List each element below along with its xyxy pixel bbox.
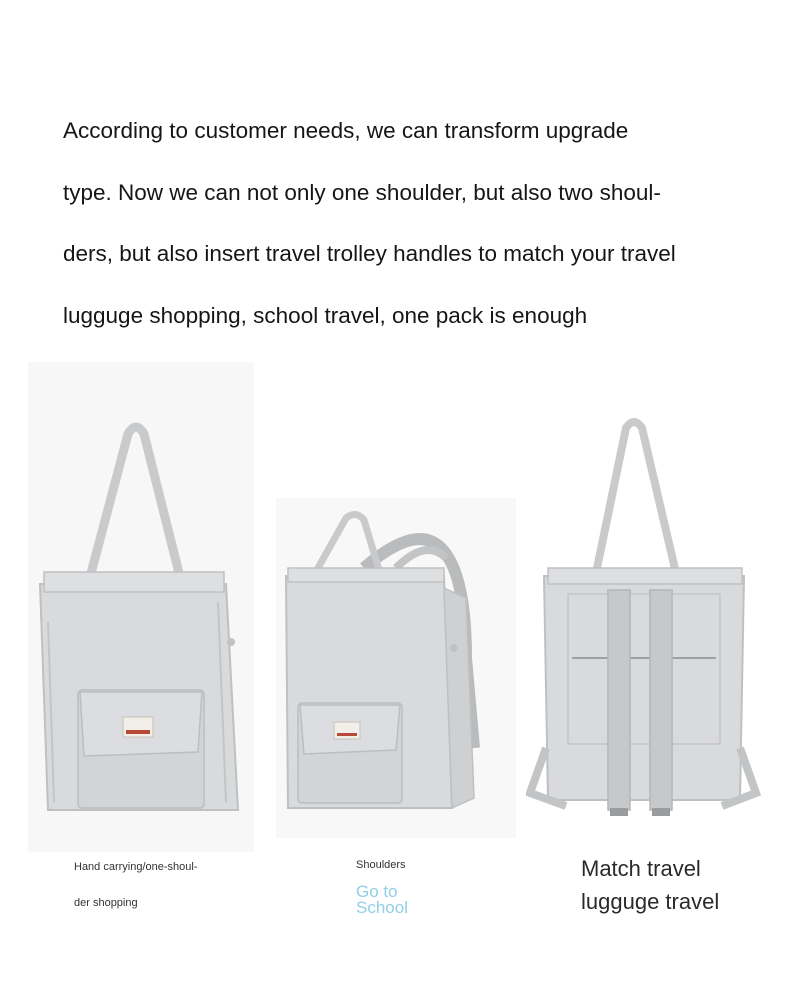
brand-label <box>334 722 360 739</box>
bag-body <box>544 576 744 800</box>
caption-match-travel <box>581 852 719 918</box>
bag-photo-backpack <box>276 498 516 838</box>
tote-back-illustration <box>526 408 762 828</box>
usb-port <box>227 638 235 646</box>
intro-line: type. Now we can not only one shoulder, but also two shoul- <box>63 179 661 205</box>
intro-line: According to customer needs, we can transform upgrade <box>63 118 629 143</box>
caption-accent-line: Go to <box>356 882 398 901</box>
caption-line: lugguge travel <box>581 889 720 914</box>
caption-line: Hand carrying/one-shoul- <box>74 861 198 873</box>
caption-accent-line: School <box>356 898 408 917</box>
bag-top-rim <box>44 572 224 592</box>
tote-front-illustration <box>28 362 254 852</box>
caption-line: der shopping <box>74 897 138 909</box>
intro-paragraph <box>63 100 743 346</box>
bag-top-rim <box>288 568 444 582</box>
bag-photo-front <box>28 362 254 852</box>
bag-photo-back <box>526 408 762 828</box>
intro-line: lugguge shopping, school travel, one pack is enough <box>63 302 588 328</box>
caption-shoulders <box>356 858 408 916</box>
bag-top-rim <box>548 568 742 584</box>
tote-backpack-illustration <box>276 498 516 838</box>
backpack-strap <box>608 590 630 810</box>
caption-line: Match travel <box>581 856 701 881</box>
caption-hand-carry <box>74 849 198 921</box>
caption-line: Shoulders <box>356 859 406 871</box>
usb-port <box>450 644 458 652</box>
intro-line: ders, but also insert travel trolley handles to match your travel <box>63 241 676 266</box>
backpack-strap <box>650 590 672 810</box>
